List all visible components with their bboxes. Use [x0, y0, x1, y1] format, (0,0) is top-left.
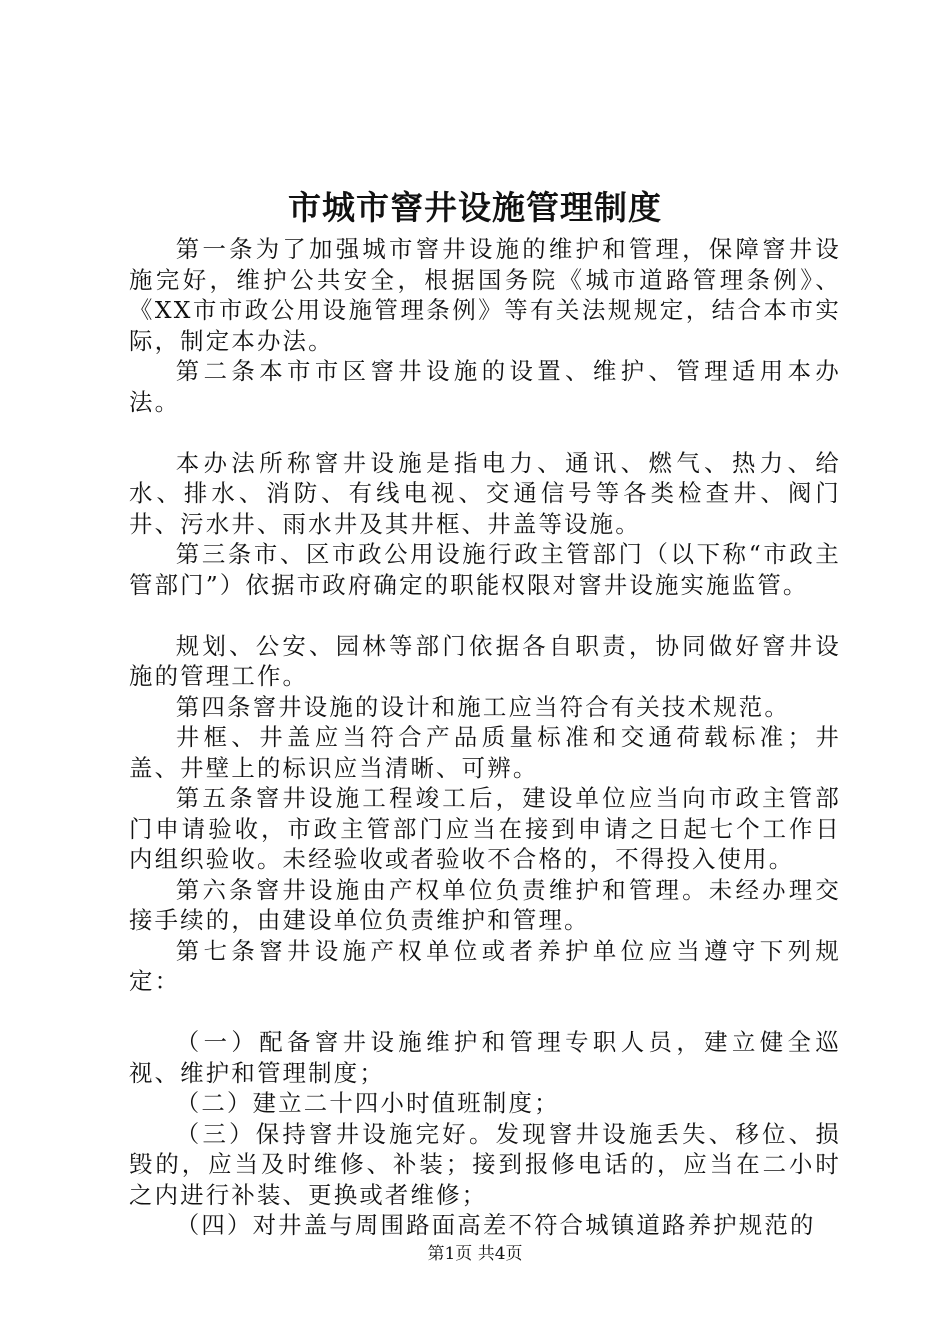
paragraph-article-4: 第四条窨井设施的设计和施工应当符合有关技术规范。 [175, 692, 790, 721]
page-footer: 第1页 共4页 [427, 1244, 523, 1264]
paragraph-gap [129, 600, 841, 631]
paragraph-item-4: （四）对井盖与周围路面高差不符合城镇道路养护规范的 [175, 1211, 816, 1239]
paragraph-article-3: 第三条市、区市政公用设施行政主管部门（以下称“市政主管部门”）依据市政府确定的职能权限对窨井设施实施监管。 [129, 540, 841, 599]
paragraph-article-5: 第五条窨井设施工程竣工后，建设单位应当向市政主管部门申请验收，市政主管部门应当在接到申请之日起七个工作日内组织验收。未经验收或者验收不合格的，不得投入使用。 [129, 784, 841, 873]
paragraph-item-2: （二）建立二十四小时值班制度； [175, 1089, 560, 1117]
paragraph-gap [129, 997, 841, 1028]
paragraph-coordination: 规划、公安、园林等部门依据各自职责，协同做好窨井设施的管理工作。 [129, 631, 841, 690]
document-body [129, 234, 841, 1241]
paragraph-item-1: （一）配备窨井设施维护和管理专职人员，建立健全巡视、维护和管理制度； [129, 1028, 841, 1087]
paragraph-definition: 本办法所称窨井设施是指电力、通讯、燃气、热力、给水、排水、消防、有线电视、交通信号等各类检查井、阀门井、污水井、雨水井及其井框、井盖等设施。 [129, 448, 841, 538]
paragraph-article-6: 第六条窨井设施由产权单位负责维护和管理。未经办理交接手续的，由建设单位负责维护和管理。 [129, 875, 841, 934]
paragraph-gap [129, 417, 841, 448]
paragraph-article-7: 第七条窨井设施产权单位或者养护单位应当遵守下列规定： [129, 936, 841, 995]
document-title: 市城市窨井设施管理制度 [288, 188, 662, 227]
paragraph-article-2: 第二条本市市区窨井设施的设置、维护、管理适用本办法。 [129, 357, 841, 416]
paragraph-item-3: （三）保持窨井设施完好。发现窨井设施丢失、移位、损毁的，应当及时维修、补装；接到报修电话的，应当在二小时之内进行补装、更换或者维修； [129, 1119, 841, 1209]
paragraph-article-1: 第一条为了加强城市窨井设施的维护和管理，保障窨井设施完好，维护公共安全，根据国务院《城市道路管理条例》、《XX市市政公用设施管理条例》等有关法规规定，结合本市实际，制定本办法。 [129, 235, 841, 355]
paragraph-standards: 井框、井盖应当符合产品质量标准和交通荷载标准；井盖、井壁上的标识应当清晰、可辨。 [129, 723, 841, 782]
